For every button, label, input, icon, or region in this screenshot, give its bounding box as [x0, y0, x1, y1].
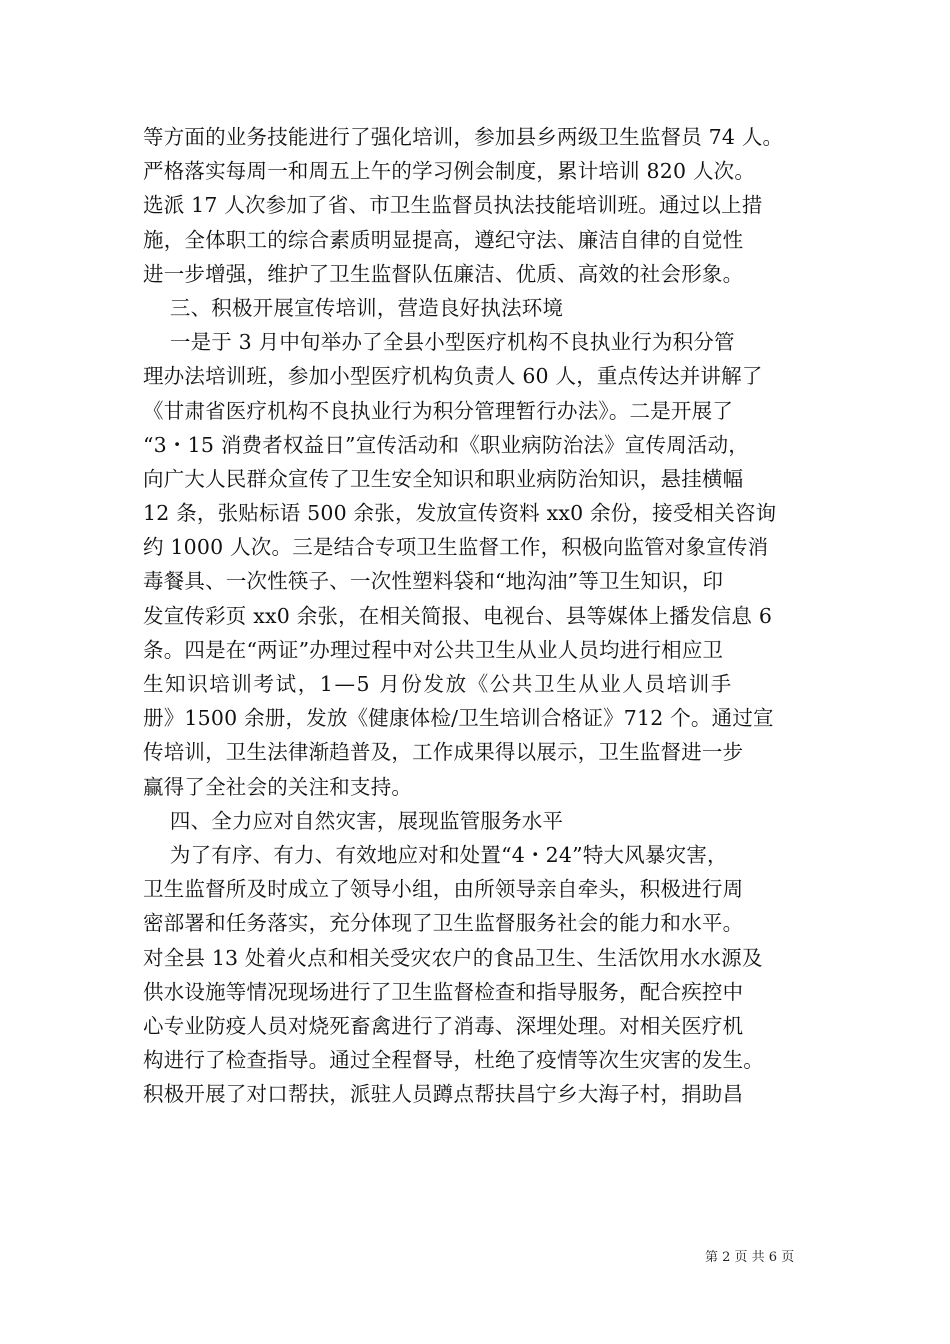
text-line: 生知识培训考试，1—5 月份发放《公共卫生从业人员培训手: [143, 672, 733, 696]
text-line: 卫生监督所及时成立了领导小组，由所领导亲自牵头，积极进行周: [143, 877, 744, 902]
text-line: 约 1000 人次。三是结合专项卫生监督工作，积极向监管对象宣传消: [143, 535, 769, 560]
text-line: 进一步增强，维护了卫生监督队伍廉洁、优质、高效的社会形象。: [143, 261, 744, 286]
text-line: 选派 17 人次参加了省、市卫生监督员执法技能培训班。通过以上措: [143, 193, 763, 218]
body-text: [143, 120, 815, 1111]
text-line: 等方面的业务技能进行了强化培训，参加县乡两级卫生监督员 74 人。: [143, 125, 784, 149]
text-line: 12 条，张贴标语 500 余张，发放宣传资料 xx0 余份，接受相关咨询: [143, 501, 777, 526]
text-line: 向广大人民群众宣传了卫生安全知识和职业病防治知识，悬挂横幅: [143, 466, 744, 491]
text-line: 为了有序、有力、有效地应对和处置“4・24”特大风暴灾害，: [143, 842, 728, 867]
text-line: 对全县 13 处着火点和相关受灾农户的食品卫生、生活饮用水水源及: [143, 945, 763, 970]
text-line: 《甘肃省医疗机构不良执业行为积分管理暂行办法》。二是开展了: [143, 398, 734, 423]
section-heading-4: 四、全力应对自然灾害，展现监管服务水平: [143, 808, 564, 833]
page-number: 第 2 页 共 6 页: [705, 1250, 795, 1265]
text-line: 理办法培训班，参加小型医疗机构负责人 60 人，重点传达并讲解了: [143, 364, 763, 389]
text-line: 一是于 3 月中旬举办了全县小型医疗机构不良执业行为积分管: [143, 330, 735, 355]
text-line: 构进行了检查指导。通过全程督导，杜绝了疫情等次生灾害的发生。: [143, 1048, 764, 1073]
text-line: 发宣传彩页 xx0 余张，在相关简报、电视台、县等媒体上播发信息 6: [143, 603, 773, 628]
section-heading-3: 三、积极开展宣传培训，营造良好执法环境: [143, 295, 564, 320]
text-line: 册》1500 余册，发放《健康体检/卫生培训合格证》712 个。通过宣: [143, 706, 774, 731]
text-line: 施，全体职工的综合素质明显提高，遵纪守法、廉洁自律的自觉性: [143, 227, 744, 252]
text-line: “3・15 消费者权益日”宣传活动和《职业病防治法》宣传周活动，: [143, 432, 750, 457]
text-line: 密部署和任务落实，充分体现了卫生监督服务社会的能力和水平。: [143, 911, 744, 936]
text-line: 条。四是在“两证”办理过程中对公共卫生从业人员均进行相应卫: [143, 637, 724, 662]
text-line: 传培训，卫生法律渐趋普及，工作成果得以展示，卫生监督进一步: [143, 740, 744, 765]
text-line: 毒餐具、一次性筷子、一次性塑料袋和“地沟油”等卫生知识，印: [143, 569, 724, 594]
text-line: 严格落实每周一和周五上午的学习例会制度，累计培训 820 人次。: [143, 159, 756, 184]
text-line: 心专业防疫人员对烧死畜禽进行了消毒、深埋处理。对相关医疗机: [143, 1013, 744, 1038]
text-line: 赢得了全社会的关注和支持。: [143, 774, 413, 799]
text-line: 供水设施等情况现场进行了卫生监督检查和指导服务，配合疾控中: [143, 979, 744, 1004]
text-line: 积极开展了对口帮扶，派驻人员蹲点帮扶昌宁乡大海子村，捐助昌: [143, 1082, 744, 1107]
